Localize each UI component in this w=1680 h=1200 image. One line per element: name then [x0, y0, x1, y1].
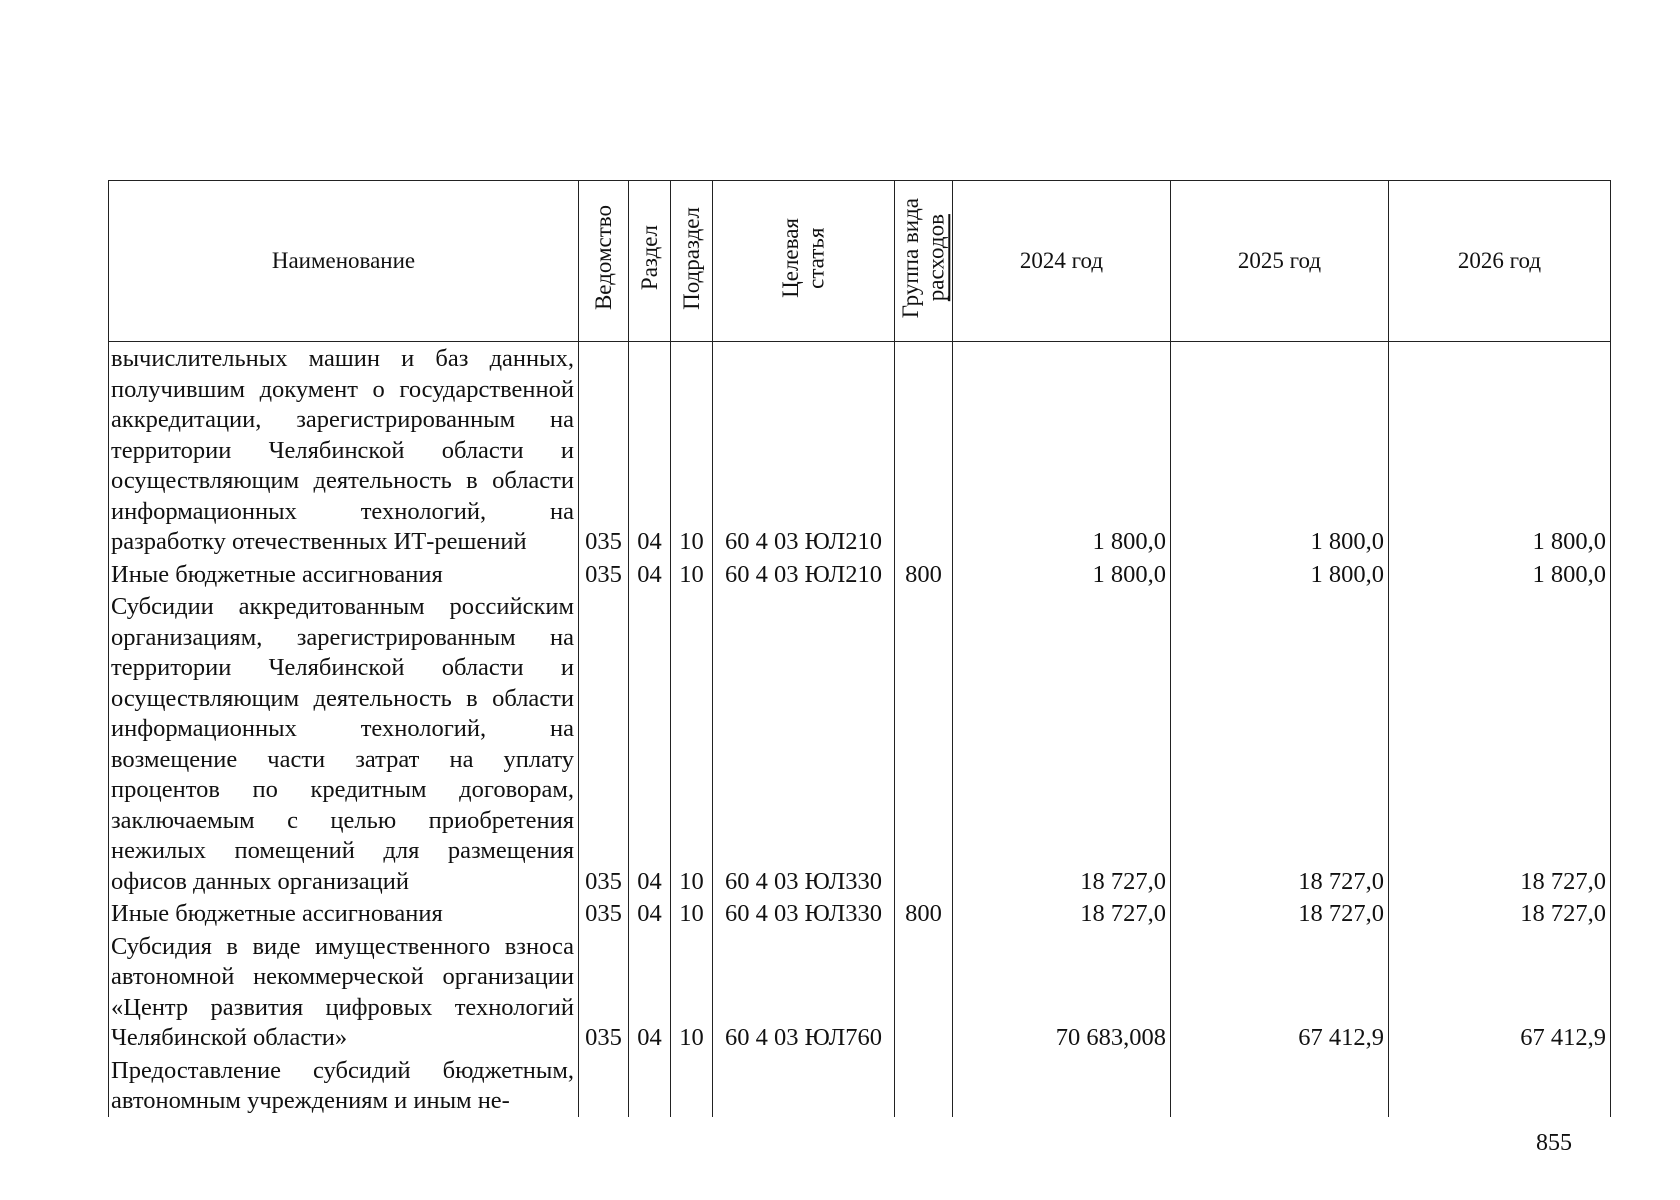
- row-value-2026: [1389, 1054, 1611, 1117]
- row-subsection: 10: [671, 897, 713, 930]
- row-subsection: 10: [671, 558, 713, 591]
- row-subsection: 10: [671, 342, 713, 558]
- row-target-article: 60 4 03 ЮЛ210: [713, 558, 895, 591]
- row-value-2024: 1 800,0: [953, 342, 1171, 558]
- table-row: [109, 590, 1611, 897]
- row-value-2024: [953, 1054, 1171, 1117]
- row-value-2024: 1 800,0: [953, 558, 1171, 591]
- budget-table: [108, 180, 1611, 1117]
- row-subsection: 10: [671, 590, 713, 897]
- table-header-row: [109, 181, 1611, 342]
- row-subsection: [671, 1054, 713, 1117]
- row-value-2026: 1 800,0: [1389, 342, 1611, 558]
- row-subsection: 10: [671, 930, 713, 1054]
- row-value-2026: 1 800,0: [1389, 558, 1611, 591]
- table-row: [109, 342, 1611, 558]
- table-row: [109, 930, 1611, 1054]
- row-target-article: 60 4 03 ЮЛ330: [713, 590, 895, 897]
- row-name: Субсидии аккредитованным российским организациям, зарегистрированным на территории Челябинской области и осуществляющим деятельность в области информационных технологий, на возмещение части затрат на уплату процентов по кредитным договорам, заключаемым с целью приобретения нежилых помещений для размещения офисов данных организаций: [109, 590, 579, 897]
- row-name: Иные бюджетные ассигнования: [109, 897, 579, 930]
- header-2025: 2025 год: [1171, 181, 1389, 342]
- row-department: 035: [579, 558, 629, 591]
- row-value-2025: 67 412,9: [1171, 930, 1389, 1054]
- row-name: Иные бюджетные ассигнования: [109, 558, 579, 591]
- row-section: 04: [629, 558, 671, 591]
- row-expense-group: 800: [895, 897, 953, 930]
- row-target-article: 60 4 03 ЮЛ330: [713, 897, 895, 930]
- row-department: [579, 1054, 629, 1117]
- table-row: [109, 1054, 1611, 1117]
- row-expense-group: 800: [895, 558, 953, 591]
- row-value-2024: 70 683,008: [953, 930, 1171, 1054]
- row-name: вычислительных машин и баз данных, получившим документ о государственной аккредитации, зарегистрированным на территории Челябинской области и осуществляющим деятельность в области информационных технологий, на разработку отечественных ИТ-решений: [109, 342, 579, 558]
- row-expense-group: [895, 590, 953, 897]
- header-target-article: Целевая статья: [713, 181, 895, 342]
- row-target-article: 60 4 03 ЮЛ210: [713, 342, 895, 558]
- row-value-2026: 18 727,0: [1389, 897, 1611, 930]
- row-section: [629, 1054, 671, 1117]
- row-value-2025: 18 727,0: [1171, 590, 1389, 897]
- row-name: Предоставление субсидий бюджетным, автономным учреждениям и иным не-: [109, 1054, 579, 1117]
- row-value-2024: 18 727,0: [953, 897, 1171, 930]
- row-value-2024: 18 727,0: [953, 590, 1171, 897]
- row-department: 035: [579, 930, 629, 1054]
- table-row: [109, 897, 1611, 930]
- row-value-2026: 67 412,9: [1389, 930, 1611, 1054]
- row-value-2026: 18 727,0: [1389, 590, 1611, 897]
- header-subsection: Подраздел: [671, 181, 713, 342]
- row-target-article: 60 4 03 ЮЛ760: [713, 930, 895, 1054]
- row-department: 035: [579, 590, 629, 897]
- row-value-2025: 18 727,0: [1171, 897, 1389, 930]
- row-department: 035: [579, 897, 629, 930]
- row-expense-group: [895, 1054, 953, 1117]
- header-2026: 2026 год: [1389, 181, 1611, 342]
- row-value-2025: 1 800,0: [1171, 558, 1389, 591]
- row-section: 04: [629, 342, 671, 558]
- row-name: Субсидия в виде имущественного взноса автономной некоммерческой организации «Центр развития цифровых технологий Челябинской области»: [109, 930, 579, 1054]
- row-department: 035: [579, 342, 629, 558]
- header-department: Ведомство: [579, 181, 629, 342]
- row-section: 04: [629, 590, 671, 897]
- header-name: Наименование: [109, 181, 579, 342]
- row-expense-group: [895, 342, 953, 558]
- row-section: 04: [629, 930, 671, 1054]
- table-row: [109, 558, 1611, 591]
- row-value-2025: 1 800,0: [1171, 342, 1389, 558]
- row-section: 04: [629, 897, 671, 930]
- header-expense-group: Группа вида расходов: [895, 181, 953, 342]
- row-value-2025: [1171, 1054, 1389, 1117]
- header-2024: 2024 год: [953, 181, 1171, 342]
- page-number: 855: [1536, 1130, 1572, 1156]
- row-target-article: [713, 1054, 895, 1117]
- row-expense-group: [895, 930, 953, 1054]
- header-section: Раздел: [629, 181, 671, 342]
